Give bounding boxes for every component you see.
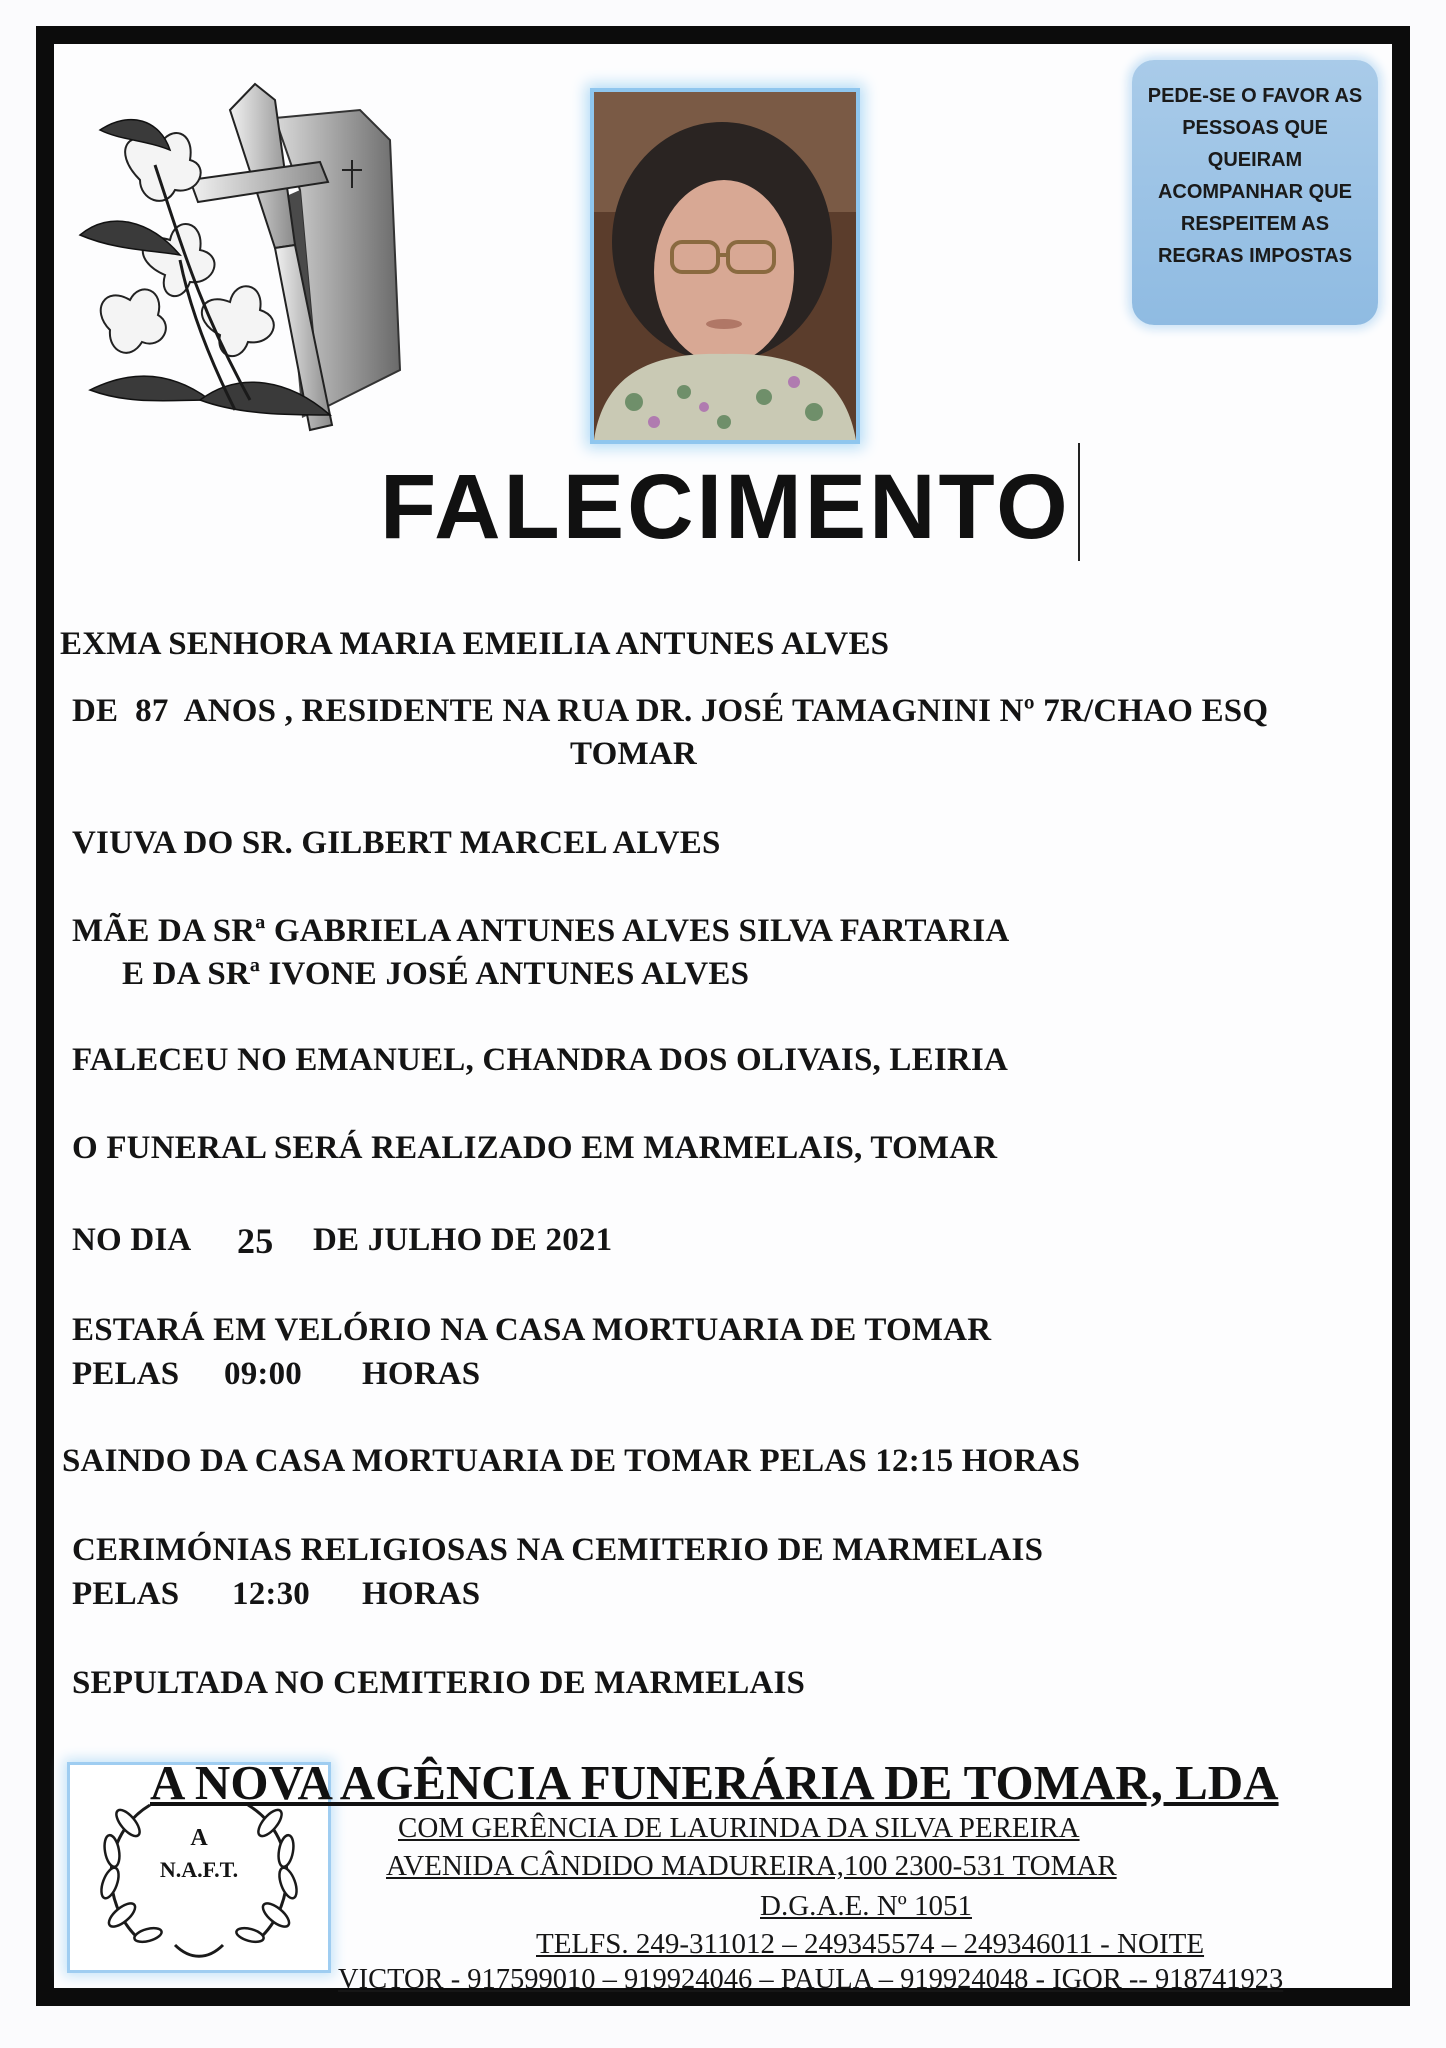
page-title: FALECIMENTO bbox=[380, 456, 1071, 558]
notice-line: PESSOAS QUE bbox=[1182, 117, 1328, 139]
agency-address: AVENIDA CÂNDIDO MADUREIRA,100 2300-531 TOMAR bbox=[386, 1850, 1117, 1882]
notice-line: ACOMPANHAR QUE bbox=[1157, 181, 1353, 203]
agency-night-phones: VICTOR - 917599010 – 919924046 – PAULA – 919924048 - IGOR -- 918741923 bbox=[338, 1964, 1284, 1995]
agency-management: COM GERÊNCIA DE LAURINDA DA SILVA PEREIRA bbox=[398, 1812, 1080, 1844]
mother-line-2: E DA SRª IVONE JOSÉ ANTUNES ALVES bbox=[122, 956, 750, 992]
funeral-line: O FUNERAL SERÁ REALIZADO EM MARMELAIS, TOMAR bbox=[72, 1130, 998, 1166]
date-prefix: NO DIA bbox=[72, 1222, 192, 1258]
burial-line: SEPULTADA NO CEMITERIO DE MARMELAIS bbox=[72, 1665, 806, 1701]
ceremony-line: CERIMÓNIAS RELIGIOSAS NA CEMITERIO DE MARMELAIS bbox=[72, 1532, 1044, 1568]
ceremony-time-suffix: HORAS bbox=[362, 1576, 481, 1612]
logo-initials: N.A.F.T. bbox=[159, 1857, 239, 1882]
age-residence-line bbox=[72, 693, 1268, 730]
portrait-image bbox=[594, 92, 856, 440]
notice-line: QUEIRAM bbox=[1207, 149, 1303, 171]
agency-name: A NOVA AGÊNCIA FUNERÁRIA DE TOMAR, LDA bbox=[150, 1755, 1279, 1810]
ceremony-time: 12:30 bbox=[232, 1576, 310, 1612]
portrait-photo bbox=[594, 92, 856, 440]
deceased-name-line: EXMA SENHORA MARIA EMEILIA ANTUNES ALVES bbox=[60, 626, 890, 662]
wake-time: 09:00 bbox=[224, 1356, 302, 1392]
logo-letter: A bbox=[190, 1825, 208, 1851]
leaving-line: SAINDO DA CASA MORTUARIA DE TOMAR PELAS 12:15 HORAS bbox=[62, 1443, 1081, 1479]
date-day: 25 bbox=[237, 1221, 274, 1261]
text-cursor bbox=[1078, 443, 1080, 561]
notice-line: PEDE-SE O FAVOR AS bbox=[1147, 85, 1363, 107]
wake-line: ESTARÁ EM VELÓRIO NA CASA MORTUARIA DE TOMAR bbox=[72, 1312, 992, 1348]
ceremony-time-prefix: PELAS bbox=[72, 1576, 180, 1612]
age-prefix: DE bbox=[72, 693, 119, 729]
residence-text: ANOS , RESIDENTE NA RUA DR. JOSÉ TAMAGNINI Nº 7R/CHAO ESQ bbox=[183, 693, 1269, 729]
death-place-line: FALECEU NO EMANUEL, CHANDRA DOS OLIVAIS, LEIRIA bbox=[72, 1042, 1008, 1078]
rules-notice-box bbox=[1132, 60, 1378, 325]
residence-city: TOMAR bbox=[570, 736, 697, 772]
widow-line: VIUVA DO SR. GILBERT MARCEL ALVES bbox=[72, 825, 721, 861]
wake-time-prefix: PELAS bbox=[72, 1356, 180, 1392]
notice-line: REGRAS IMPOSTAS bbox=[1157, 245, 1353, 267]
agency-dgae: D.G.A.E. Nº 1051 bbox=[760, 1890, 972, 1922]
mother-line-1: MÃE DA SRª GABRIELA ANTUNES ALVES SILVA FARTARIA bbox=[72, 913, 1010, 949]
agency-phones: TELFS. 249-311012 – 249345574 – 249346011 - NOITE bbox=[536, 1928, 1205, 1960]
age-value: 87 bbox=[135, 693, 169, 729]
cross-bible-lilies-icon bbox=[70, 70, 420, 470]
rules-notice-text bbox=[1132, 80, 1378, 272]
date-month-year: DE JULHO DE 2021 bbox=[313, 1222, 613, 1258]
notice-line: RESPEITEM AS bbox=[1180, 213, 1330, 235]
wake-time-suffix: HORAS bbox=[362, 1356, 481, 1392]
